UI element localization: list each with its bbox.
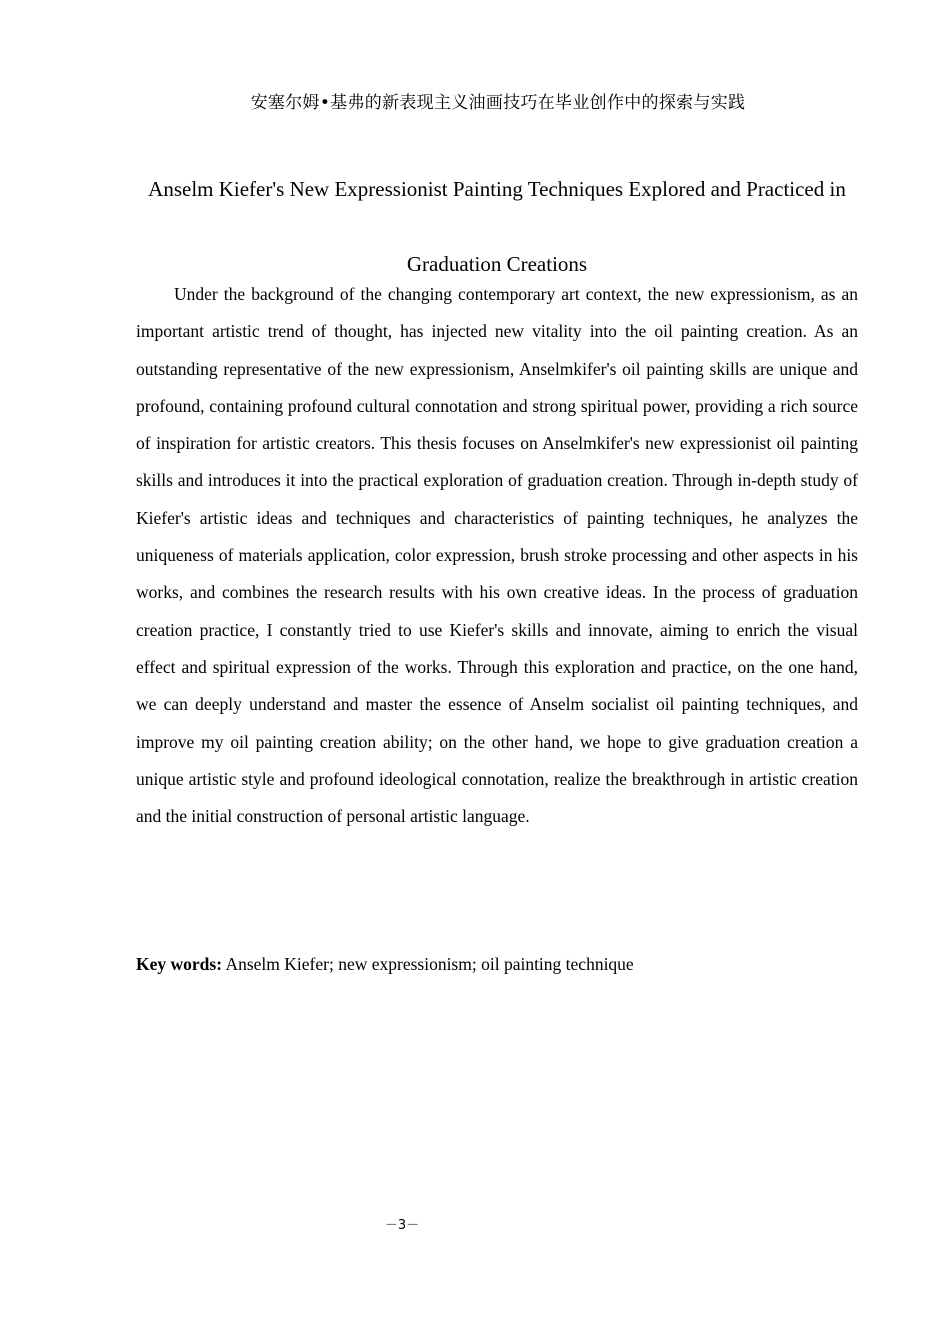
running-header-chinese-title: 安塞尔姆•基弗的新表现主义油画技巧在毕业创作中的探索与实践 xyxy=(250,93,746,113)
english-title: Anselm Kiefer's New Expressionist Painting Techniques Explored and Practiced in Graduation Creations xyxy=(148,177,846,276)
abstract-paragraph: Under the background of the changing contemporary art context, the new expressionism, as an important artistic trend of thought, has injected new vitality into the oil painting creation. As an outstanding representative of the new expressionism, Anselmkifer's oil painting skills are unique and profound, containing profound cultural connotation and strong spiritual power, providing a rich source of inspiration for artistic creators. This thesis focuses on Anselmkifer's new expressionist oil painting skills and introduces it into the practical exploration of graduation creation. Through in-depth study of Kiefer's artistic ideas and techniques and characteristics of painting techniques, he analyzes the uniqueness of materials application, color expression, brush stroke processing and other aspects in his works, and combines the research results with his own creative ideas. In the process of graduation creation practice, I constantly tried to use Kiefer's skills and innovate, aiming to enrich the visual effect and spiritual expression of the works. Through this exploration and practice, on the one hand, we can deeply understand and master the essence of Anselm socialist oil painting techniques, and improve my oil painting creation ability; on the other hand, we hope to give graduation creation a unique artistic style and profound ideological connotation, realize the breakthrough in artistic creation and the initial construction of personal artistic language. xyxy=(136,284,858,827)
page-number: －3－ xyxy=(384,1218,420,1233)
keywords-label: Key words: xyxy=(136,954,223,974)
keywords-line xyxy=(136,950,858,978)
keywords-value: Anselm Kiefer; new expressionism; oil painting technique xyxy=(225,954,634,974)
